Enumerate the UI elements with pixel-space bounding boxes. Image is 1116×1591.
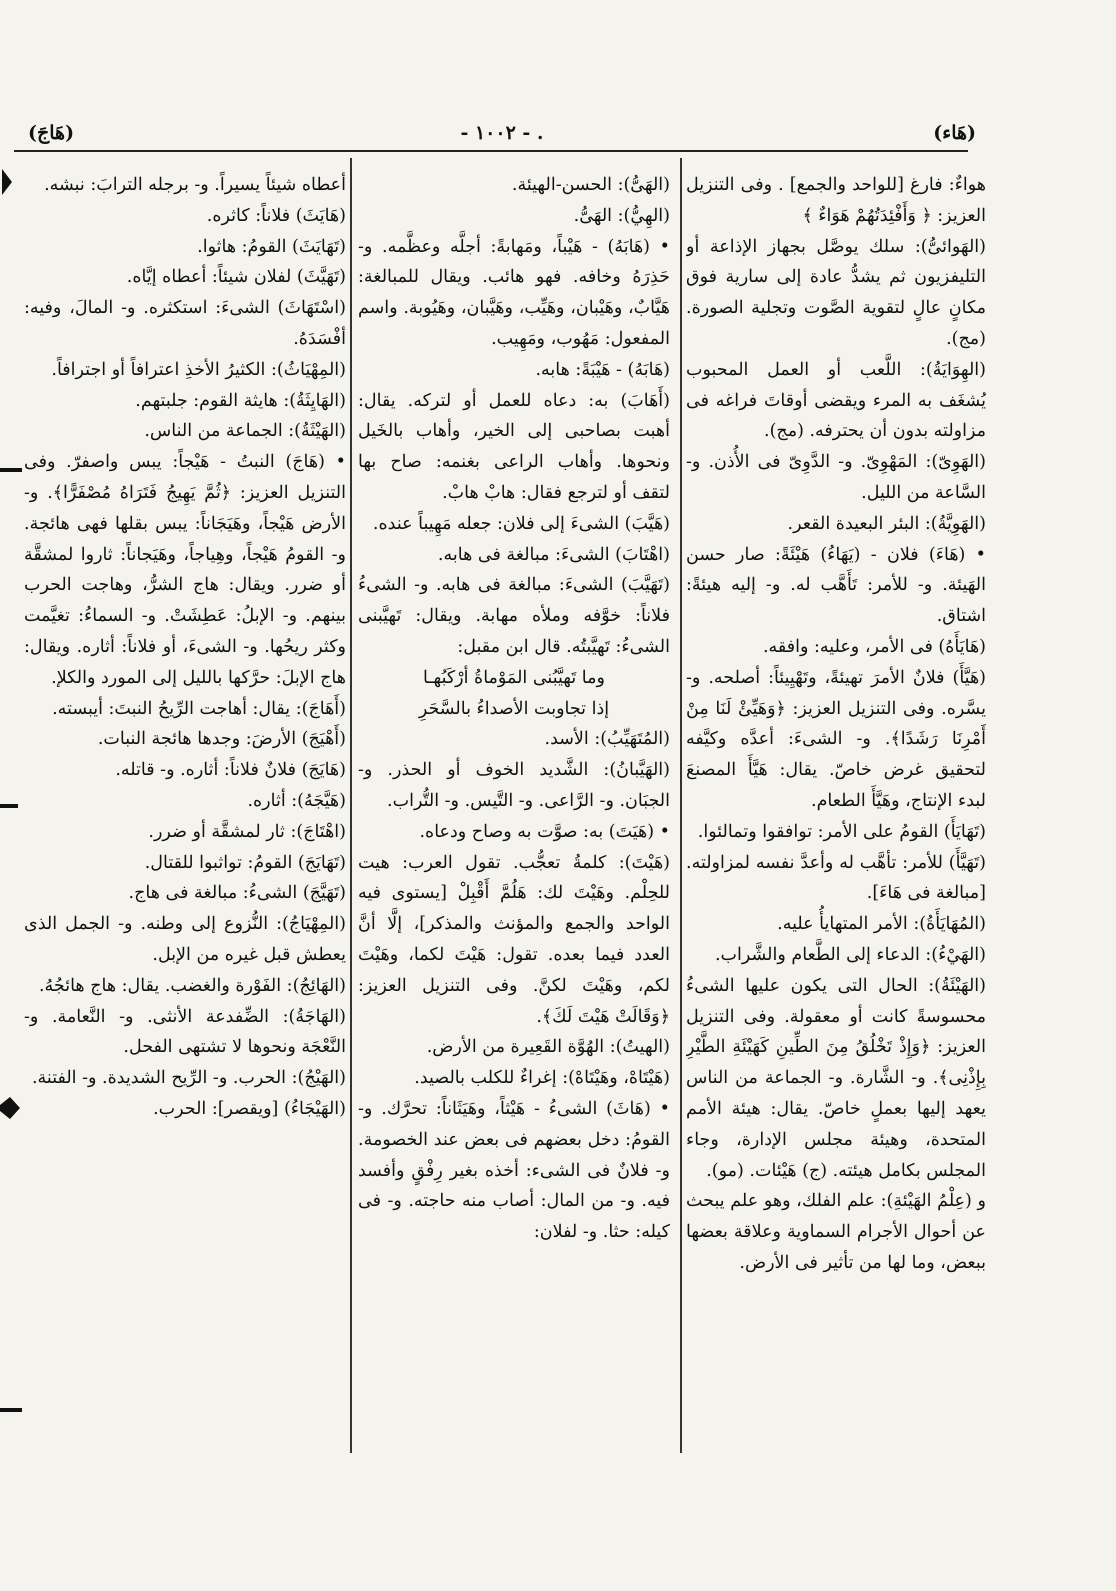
entry-line: (الهَائِجُ): الفَوْرة والغضب. يقال: هاج هائجُهُ. <box>38 975 346 996</box>
column-divider <box>680 158 682 1453</box>
entry-line: (الهَيْئَةُ): الحال التى يكون عليها الشىءُ محسوسةً كانت أو معقولة. وفى التنزيل العزيز: ﴿وَإِذْ تَخْلُقُ مِنَ الطِّينِ كَهَيْئَةِ الطَّيْرِ بِإِذْنِى﴾. و- الشَّارة. و- الجماعة من الناس يعهد إليها بعملٍ خاصّ. يقال: هيئة الأمم المتحدة، وهيئة مجلس الإدارة، وجاء المجلس بكامل هيئته. (ج) هَيْئات. (مو). <box>686 975 986 1181</box>
entry-line: (هَيْتَاهْ، وهَيْتَاهْ): إغراءٌ للكلب بالصيد. <box>414 1068 670 1089</box>
entry-line: (المُتَهَيِّبُ): الأسد. <box>544 729 670 750</box>
arrow-head-icon <box>0 1102 26 1114</box>
entry-line: (الهَاجَةُ): الضِّفدعة الأنثى. و- النَّعامة. و- النَّعْجَة ونحوها لا تشتهى الفحل. <box>24 1006 346 1058</box>
verse-line: وما تَهيَّبُنى المَوْماةُ أرْكَبُهـا <box>423 667 605 688</box>
entry-line: هواءٌ: فارغ [للواحد والجمع] . وفى التنزيل العزيز: ﴿ وَأَفْئِدَتُهُمْ هَوَاءٌ ﴾ <box>686 175 986 226</box>
entry-line: (الهَىُّ): الحسن-الهيئة. <box>511 175 670 195</box>
entry-line: (الهَيْءُ): الدعاء إلى الطَّعام والشَّراب. <box>714 944 986 965</box>
entry-line: (أَهْيَجَ) الأرضَ: وجدها هائجة النبات. <box>97 729 346 750</box>
entry-line: (الهَيْجُ): الحرب. و- الرِّيح الشديدة. و- الفتنة. <box>31 1068 346 1089</box>
entry-line: (تَهَيَّأَ) للأمر: تأهَّب له وأعدَّ نفسه لمزاولته. [مبالغة فى هَاءَ]. <box>686 852 986 904</box>
entry-line: (هَايَثَ) فلاناً: كاثره. <box>206 205 346 226</box>
entry-line: (تَهَايَجَ) القومُ: تواثبوا للقتال. <box>144 852 346 873</box>
column-divider <box>350 158 352 1453</box>
header-left-word: (هَاجَ) <box>28 122 75 144</box>
entry-line: (الهَوِيَّةُ): البئر البعيدة القعر. <box>787 513 986 534</box>
entry-line: (المِهْيَاثُ): الكثيرُ الأخذِ اعترافاً أو اجترافاً. <box>51 359 346 380</box>
entry-line: (هَيَّجَهُ): أثاره. <box>247 790 346 811</box>
entry-line: (الهَوائىُّ): سلك يوصَّل بجهاز الإذاعة أو التليفزيون ثم يشدُّ عادة إلى سارية فوق مكانٍ عالٍ لتقوية الصَّوت وتجلية الصورة. (مج). <box>686 236 986 349</box>
page-number: . - ١٠٠٢ - <box>460 122 544 144</box>
entry-line: (تَهَايَثَ) القومُ: هاثوا. <box>197 236 346 257</box>
column-middle <box>358 170 670 1450</box>
arrow-head-icon <box>0 176 26 188</box>
entry-line: (اهْتَابَ) الشىءَ: مبالغة فى هابه. <box>437 544 670 565</box>
dash-icon <box>0 464 26 476</box>
entry-line: • (هَاجَ) النبتُ - هَيْجاً: يبس واصفرّ. وفى التنزيل العزيز: ﴿ثُمَّ يَهِيجُ فَتَرَاهُ مُصْفَرًّا﴾. و- الأرض هَيْجاً، وهَيَجَاناً: يبس بقلها فهى هائجة. و- القومُ هَيْجاً، وهِياجاً، وهَيَجاناً: ثاروا لمشقَّة أو ضرر. ويقال: هاج الشرُّ، وهاجت الحرب بينهم. و- الإبلُ: عَطِشَتْ. و- السماءُ: تغيَّمت وكثر ريحُها. و- الشىءَ، أو فلاناً: أثاره. ويقال: هاج الإبلَ: حرَّكها بالليل إلى المورد والكلإ. <box>24 452 346 688</box>
entry-line: (هَابَهُ) - هَيْبَةً: هابه. <box>535 359 670 380</box>
entry-line: (تَهَيَّبَ) الشىءَ: مبالغة فى هابه. و- الشىءُ فلاناً: خوَّفه وملأه مهابة. ويقال: تَهيَّبنى الشىءُ: تَهيَّبتُه. قال ابن مقبل: <box>358 575 670 657</box>
entry-line: (هَايَأَهُ) فى الأمر، وعليه: وافقه. <box>762 636 986 657</box>
entry-line: (الهَوِىّ): المَهْوِىّ. و- الدَّوِىّ فى الأُذن. و- السَّاعة من الليل. <box>686 452 986 503</box>
header-right-word: (هَاء) <box>933 122 976 144</box>
entry-line: (اهْتَاجَ): ثار لمشقَّة أو ضرر. <box>148 821 346 842</box>
entry-line: (أَهَابَ) به: دعاه للعمل أو لتركه. يقال: أهبت بصاحبى إلى الخير، وأهاب بالخَيل ونحوها. وأهاب الراعى بغنمه: صاح بها لتقف أو لترجع فقال: هابْ هابْ. <box>358 390 670 503</box>
entry-line: (تَهَايَأَ) القومُ على الأمر: توافقوا وتمالئوا. <box>697 821 986 842</box>
column-left <box>24 170 346 1450</box>
entry-line: (الهَيَّبانُ): الشَّديد الخوف أو الحذر. و- الجبَان. و- الرَّاعى. و- التَّيس. و- التُّراب. <box>358 760 670 811</box>
entry-line: (هَيْتَ): كلمةُ تعجُّب. تقول العرب: هيت للحِلْم. وهَيْتَ لك: هَلُمَّ أَقْبِلْ [يستوى فيه الواحد والجمع والمؤنث والمذكر]، إلَّا أنَّ العدد فيما بعده. تقول: هَيْتَ لكما، وهَيْتَ لكم، وهَيْتَ لكنَّ. وفى التنزيل العزيز: ﴿وَقَالَتْ هَيْتَ لَكَ﴾. <box>358 852 670 1027</box>
entry-line: (الهيتُ): الهُوَّة القَعِيرة من الأرض. <box>426 1037 670 1058</box>
entry-line: (هَيَّأَ) فلانٌ الأمرَ تهيئةً، وتَهْيِيئاً: أصلحه. و- يسَّره. وفى التنزيل العزيز: ﴿وَهَيِّئْ لَنَا مِنْ أَمْرِنَا رَشَدًا﴾. و- الشىءَ: أعدَّه وكيَّفه لتحقيق غرض خاصّ. يقال: هَيَّأَ المصنعَ لبدء الإنتاج، وهَيَّأَ الطعام. <box>686 667 986 811</box>
entry-line: (الهَيْجَاءُ) [ويقصر]: الحرب. <box>153 1098 346 1119</box>
entry-line: • (هَاثَ) الشىءُ - هَيْثاً، وهَيَثَاناً: تحرَّك. و- القومُ: دخل بعضهم فى بعض عند الخصومة. و- فلانٌ فى الشىء: أخذه بغير رِفْقٍ وأفسد فيه. و- من المال: أصاب منه حاجته. و- فى كيله: حثا. و- لفلان: <box>358 1098 670 1243</box>
entry-line: • (هَيَتَ) به: صوَّت به وصاح ودعاه. <box>419 821 670 842</box>
verse-line: إذا تجاوبت الأصداءُ بالسَّحَرِ <box>418 698 610 719</box>
entry-line: (الهَايِثَةُ): هايثة القوم: جلبتهم. <box>135 390 346 411</box>
entry-line: أعطاه شيئاً يسيراً. و- برجله الترابَ: نبشه. <box>44 175 346 195</box>
entry-line: (تَهَيَّجَ) الشىءُ: مبالغة فى هاج. <box>128 883 346 904</box>
dash-icon <box>0 1404 26 1416</box>
entry-line: (أَهَاجَ): يقال: أهاجت الرِّيحُ النبتَ: أيبسته. <box>52 698 346 719</box>
entry-line: (الهِوَايَةُ): اللَّعب أو العمل المحبوب يُشغَف به المرء ويقضى أوقاتَ فراغه فى مزاولته بدون أن يحترفه. (مج). <box>686 359 986 442</box>
entry-line: (الهَيْثَةُ): الجماعة من الناس. <box>144 421 346 442</box>
entry-line: و (عِلْمُ الهَيْئةِ): علم الفلك، وهو علم يبحث عن أحوال الأجرام السماوية وعلاقة بعضها ببعض، وما لها من تأثير فى الأرض. <box>686 1191 986 1273</box>
entry-line: (اسْتَهَاثَ) الشىءَ: استكثره. و- المالَ، وفيه: أفْسَدَهُ. <box>24 298 346 349</box>
dash-icon <box>0 800 26 812</box>
entry-line: (الهِيُّ): الهَىُّ. <box>573 205 670 226</box>
entry-line: (هَيَّبَ) الشىءَ إلى فلان: جعله مَهِيباً عنده. <box>372 513 670 534</box>
entry-line: (المُهَايَأَةُ): الأمر المتهايأُ عليه. <box>777 914 986 935</box>
entry-line: (المِهْيَاجُ): النُّزوع إلى وطنه. و- الجمل الذى يعطش قبل غيره من الإبل. <box>24 914 346 965</box>
entry-line: (هَايَجَ) فلانٌ فلاناً: أثاره. و- قاتله. <box>115 760 346 781</box>
header-rule <box>14 150 968 152</box>
entry-line: • (هَاءَ) فلان - (يَهَاءُ) هَيْئَةً: صار حسن الهَيئة. و- للأمر: تَأَهَّب له. و- إليه هيئةً: اشتاق. <box>686 544 986 627</box>
column-right <box>686 170 986 1450</box>
entry-line: (تَهَيَّثَ) لفلان شيئاً: أعطاه إيَّاه. <box>126 267 346 288</box>
entry-line: • (هَابَهُ) - هَيْباً، ومَهابةً: أجلَّه وعظَّمه. و- حَذِرَهُ وخافه. فهو هائب. ويقال للمبالغة: هَيَّابٌ، وهَيْبان، وهَيِّب، وهَيَّبان، وهَيُوبة. واسم المفعول: مَهُوب، ومَهِيب. <box>358 236 670 349</box>
